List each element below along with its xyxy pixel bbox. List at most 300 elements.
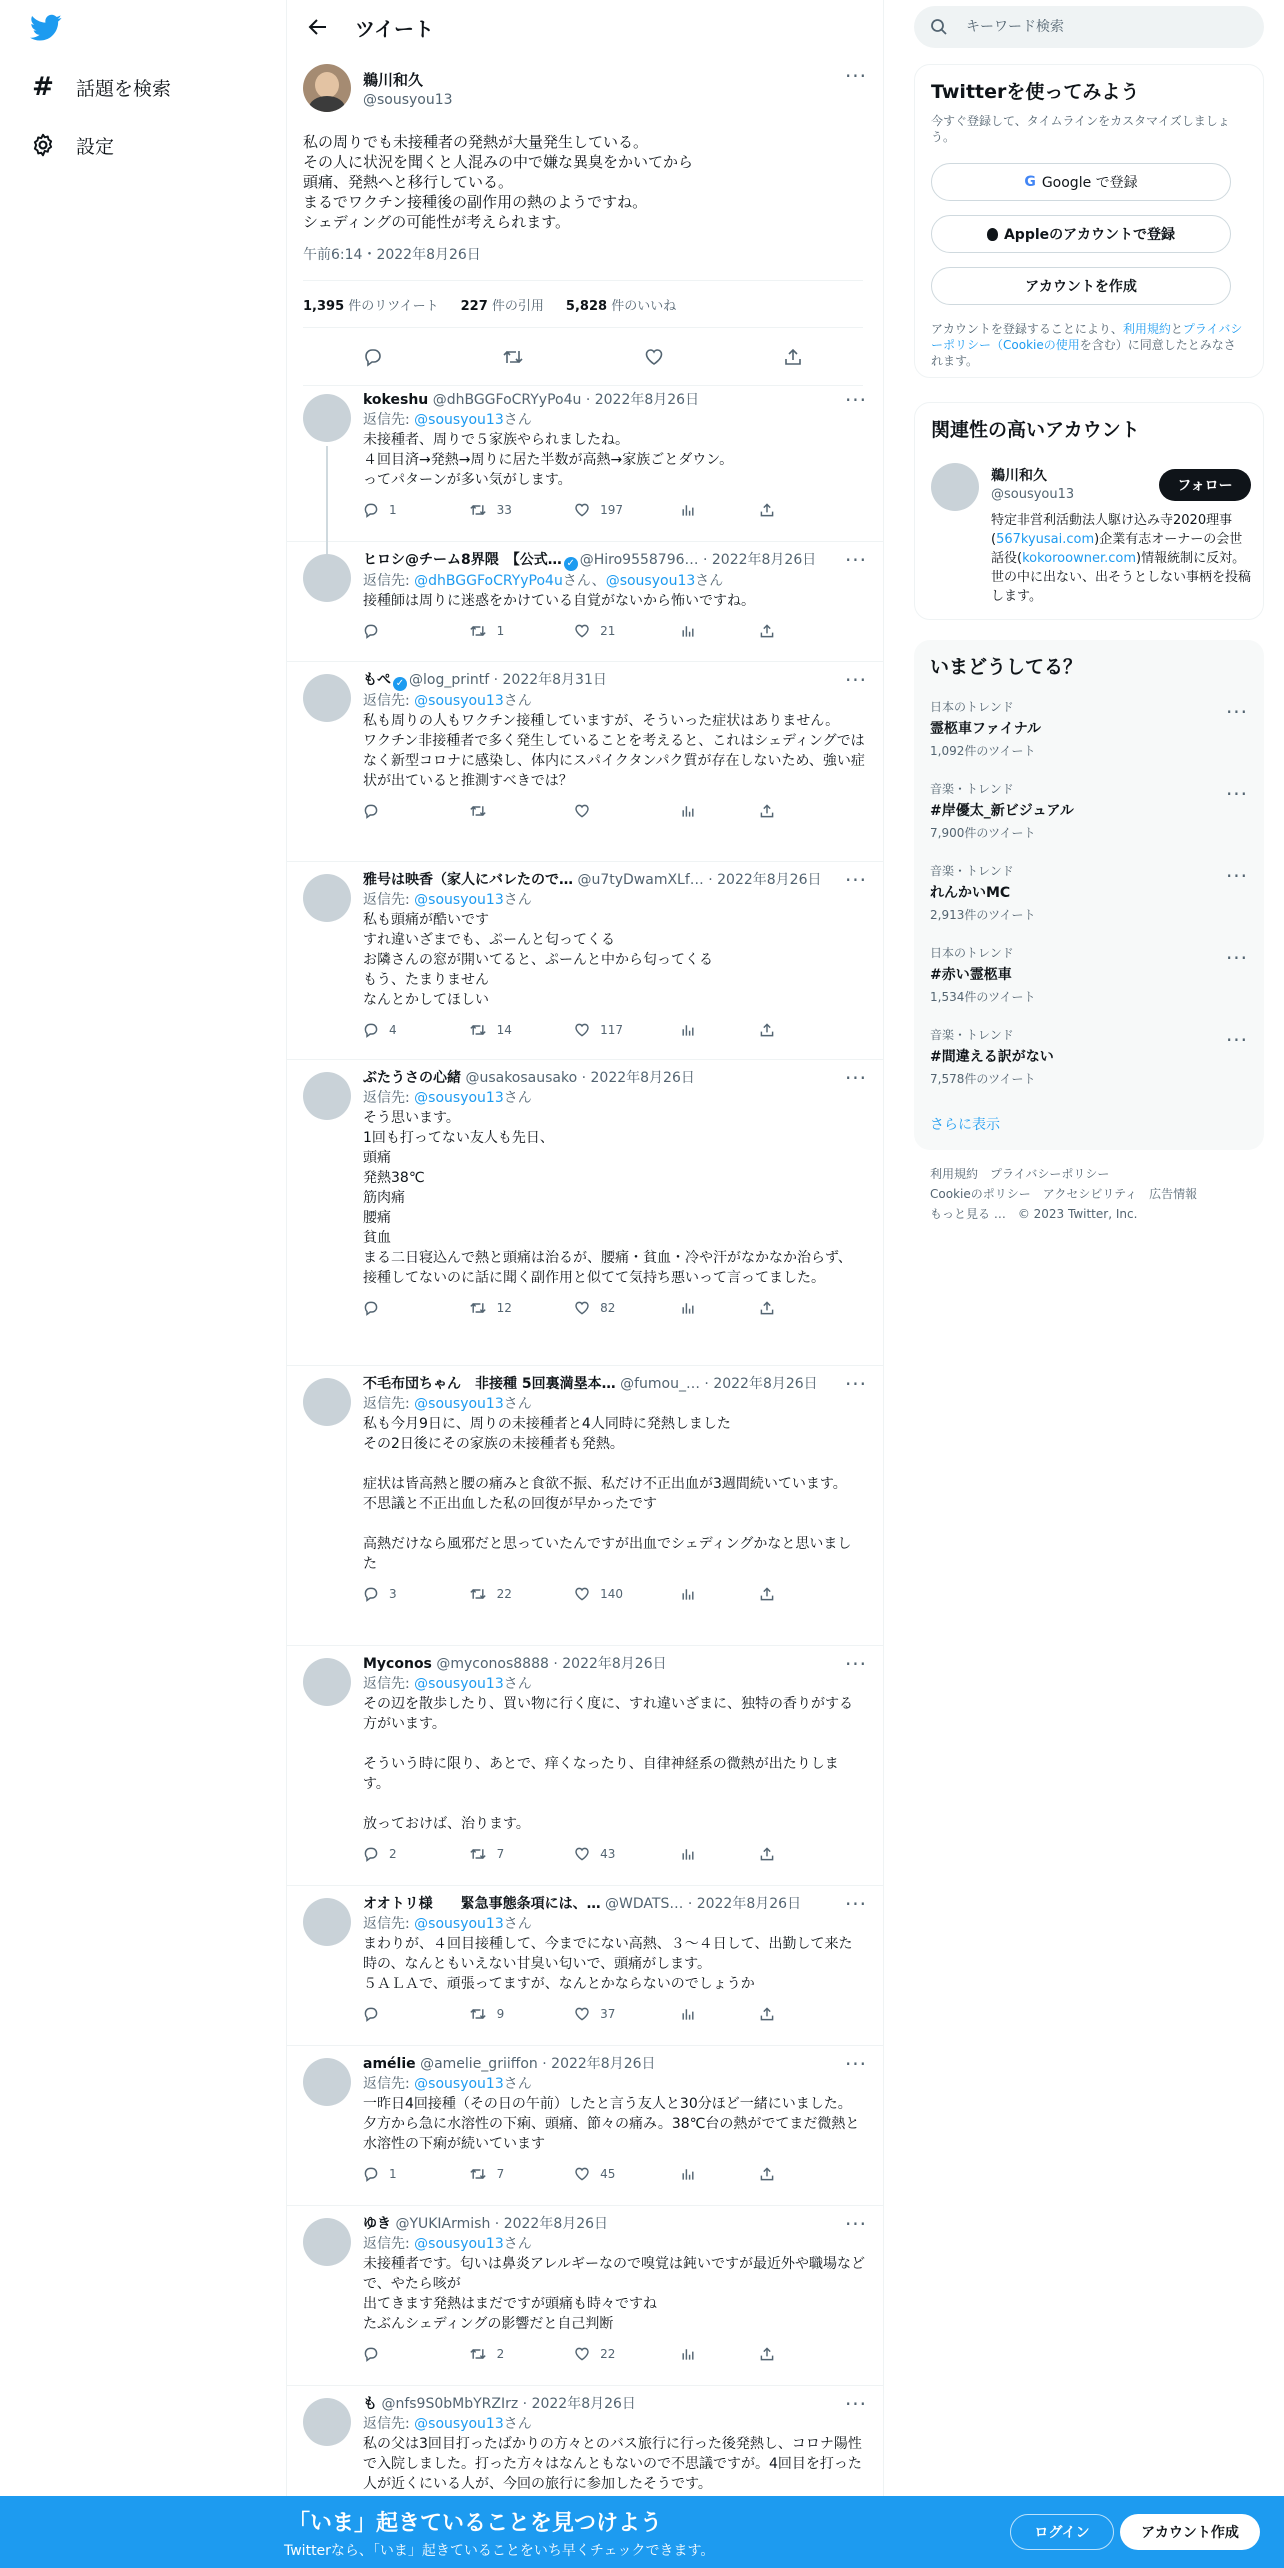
left-nav xyxy=(0,0,286,2568)
author-name: 鵜川和久 xyxy=(363,70,424,89)
mention-link[interactable]: @sousyou13 xyxy=(414,1676,504,1692)
google-signup-button[interactable]: G Google で登録 xyxy=(931,163,1231,201)
views-icon xyxy=(680,1846,696,1862)
views-button[interactable] xyxy=(680,623,760,639)
like-icon xyxy=(574,2166,590,2182)
reply-header xyxy=(363,2214,865,2234)
related-account[interactable] xyxy=(991,465,1074,502)
trend-count: 1,534件のツイート xyxy=(930,990,1036,1004)
reply-button[interactable] xyxy=(363,2346,469,2362)
nav-settings[interactable] xyxy=(28,125,114,165)
trend-count: 7,900件のツイート xyxy=(930,826,1036,840)
google-icon: G xyxy=(1024,174,1036,190)
nav-settings-label: 設定 xyxy=(76,135,115,158)
reply-tweet[interactable] xyxy=(287,1646,883,1886)
reply-author-name[interactable]: オオトリ様 緊急事態条項には、… xyxy=(363,1896,601,1912)
reply-button[interactable] xyxy=(363,1022,469,1038)
views-icon xyxy=(680,2166,696,2182)
retweet-icon xyxy=(469,1300,487,1316)
reply-date[interactable]: · 2022年8月26日 xyxy=(702,552,817,568)
reply-author-name[interactable]: も xyxy=(363,2396,377,2412)
avatar[interactable] xyxy=(303,1898,351,1946)
reply-to: 返信先: @sousyou13さん xyxy=(363,2416,532,2432)
reply-icon xyxy=(363,1300,379,1316)
views-icon xyxy=(680,502,696,518)
reply-author-handle[interactable]: @WDATS… xyxy=(605,1896,684,1912)
avatar[interactable] xyxy=(303,674,351,722)
reply-author-name[interactable]: amélie xyxy=(363,2056,416,2072)
reply-button[interactable] xyxy=(363,2006,469,2022)
like-icon xyxy=(574,502,590,518)
like-button[interactable] xyxy=(574,623,680,639)
main-header xyxy=(287,0,883,54)
retweet-count: 33 xyxy=(496,503,512,517)
like-button[interactable] xyxy=(574,1300,680,1316)
reply-header xyxy=(363,2394,865,2414)
reply-icon xyxy=(363,1022,379,1038)
trend-name: #赤い霊柩車 xyxy=(930,967,1012,983)
trend-name: #岸優太_新ビジュアル xyxy=(930,803,1074,819)
reply-text: 私の父は3回目打ったばかりの方々とのバス旅行に行った後発熱し、コロナ陽性で入院しました。打った方々はなんともないので不思議ですが。4回目を打った人が近くにいる人が、今回の旅行に参加したそうです。 xyxy=(363,2436,862,2492)
trend-item[interactable] xyxy=(930,944,1250,1005)
more-icon[interactable]: ··· xyxy=(844,64,868,88)
more-icon[interactable]: ··· xyxy=(844,548,868,572)
share-button[interactable] xyxy=(759,1300,865,1316)
reply-button[interactable] xyxy=(363,803,469,819)
avatar[interactable] xyxy=(303,874,351,922)
reply-tweet[interactable] xyxy=(287,862,883,1060)
reply-body xyxy=(363,1654,865,1864)
reply-body xyxy=(363,550,865,641)
trend-category: 日本のトレンド xyxy=(930,946,1014,960)
views-icon xyxy=(680,2006,696,2022)
reply-icon xyxy=(363,2006,379,2022)
trend-category: 音楽・トレンド xyxy=(930,1028,1014,1042)
reply-body xyxy=(363,1068,865,1318)
search-box[interactable] xyxy=(914,6,1264,48)
views-button[interactable] xyxy=(680,2346,760,2362)
signup-banner xyxy=(0,2496,1284,2568)
mention-link[interactable]: @sousyou13 xyxy=(414,1396,504,1412)
reply-date[interactable]: · 2022年8月26日 xyxy=(522,2396,636,2412)
views-button[interactable] xyxy=(680,1846,760,1862)
footer-line[interactable]: もっと見る … © 2023 Twitter, Inc. xyxy=(930,1207,1138,1221)
retweet-button[interactable] xyxy=(469,502,575,518)
more-icon[interactable]: ··· xyxy=(844,2052,868,2076)
reply-body xyxy=(363,670,865,821)
retweet-count: 12 xyxy=(496,1301,512,1315)
trend-name: れんかいMC xyxy=(930,885,1011,901)
reply-author-handle[interactable]: @amelie_griiffon xyxy=(420,2056,538,2072)
share-button[interactable] xyxy=(759,2006,865,2022)
share-button[interactable] xyxy=(759,1022,865,1038)
views-icon xyxy=(680,1300,696,1316)
retweet-icon xyxy=(469,623,487,639)
related-name: 鵜川和久 xyxy=(991,468,1047,484)
likes-stat[interactable]: 5,828 件のいいね xyxy=(565,298,677,314)
banner-subtext: Twitterなら、「いま」起きていることをいち早くチェックできます。 xyxy=(284,2543,715,2559)
reply-author-handle[interactable]: @log_printf xyxy=(409,672,490,688)
retweet-count: 7 xyxy=(496,1847,505,1861)
like-button[interactable] xyxy=(574,803,680,819)
more-icon[interactable]: ··· xyxy=(844,2212,868,2236)
like-button[interactable] xyxy=(574,1022,680,1038)
mention-link[interactable]: @sousyou13 xyxy=(414,2076,504,2092)
reply-date[interactable]: · 2022年8月26日 xyxy=(542,2056,656,2072)
reply-to: 返信先: @sousyou13さん xyxy=(363,1396,532,1412)
share-icon xyxy=(759,1300,775,1316)
views-button[interactable] xyxy=(680,1586,760,1602)
views-icon xyxy=(680,803,696,819)
like-button[interactable] xyxy=(574,1846,680,1862)
like-count: 37 xyxy=(600,2007,616,2021)
reply-text: 未接種者、周りで５家族やられましたね。 ４回目済→発熱→周りに居た半数が高熱→家族ごとダウン。 ってパターンが多い気がします。 xyxy=(363,432,734,488)
views-icon xyxy=(680,1022,696,1038)
reply-text: 接種師は周りに迷惑をかけている自覚がないから怖いですね。 xyxy=(363,593,755,609)
reply-author-handle[interactable]: @Hiro9558796… xyxy=(579,552,699,568)
avatar[interactable] xyxy=(303,394,351,442)
twitter-logo-icon[interactable] xyxy=(30,14,62,42)
share-icon xyxy=(759,1846,775,1862)
reply-header xyxy=(363,2054,865,2074)
more-icon[interactable]: ··· xyxy=(1225,864,1249,888)
views-icon xyxy=(680,623,696,639)
reply-author-handle[interactable]: @fumou_… xyxy=(620,1376,700,1392)
like-count: 140 xyxy=(600,1587,624,1601)
reply-text: 私も頭痛が酷いです すれ違いざまでも、ぷーんと匂ってくる お隣さんの窓が開いてると、ぷーんと中から匂ってくる もう、たまりません なんとかしてほしい xyxy=(363,912,713,1008)
reply-author-name[interactable]: ヒロシ@チーム8界隈 【公式… xyxy=(363,552,562,568)
retweet-count: 22 xyxy=(496,1587,512,1601)
views-button[interactable] xyxy=(680,2006,760,2022)
reply-author-handle[interactable]: @usakosausako xyxy=(465,1070,578,1086)
share-button[interactable] xyxy=(759,1846,865,1862)
like-button[interactable] xyxy=(574,2166,680,2182)
banner-headline: 「いま」起きていることを見つけよう xyxy=(288,2511,663,2536)
mention-link[interactable]: @sousyou13 xyxy=(605,573,696,589)
like-button[interactable] xyxy=(574,1586,680,1602)
apple-icon xyxy=(987,228,998,241)
views-button[interactable] xyxy=(680,803,760,819)
reply-icon xyxy=(363,623,379,639)
reply-icon xyxy=(363,2166,379,2182)
mention-link[interactable]: @sousyou13 xyxy=(414,412,504,428)
focus-tweet-author[interactable] xyxy=(303,64,453,112)
more-icon[interactable]: ··· xyxy=(844,868,868,892)
retweet-count: 7 xyxy=(496,2167,505,2181)
retweet-button[interactable] xyxy=(469,803,575,819)
back-arrow-icon[interactable] xyxy=(301,10,335,44)
reply-actions xyxy=(363,2004,865,2024)
more-icon[interactable]: ··· xyxy=(844,668,868,692)
trend-name: 霊柩車ファイナル xyxy=(930,721,1042,737)
retweet-icon xyxy=(469,1586,487,1602)
views-icon xyxy=(680,1586,696,1602)
like-button[interactable] xyxy=(574,2006,680,2022)
views-button[interactable] xyxy=(680,1022,760,1038)
reply-author-handle[interactable]: @u7tyDwamXLf… xyxy=(577,872,704,888)
more-icon[interactable]: ··· xyxy=(1225,782,1249,806)
share-button[interactable] xyxy=(759,502,865,518)
mention-link[interactable]: @sousyou13 xyxy=(414,2416,504,2432)
reply-to: 返信先: @sousyou13さん xyxy=(363,412,532,428)
reply-header xyxy=(363,670,865,691)
reply-button[interactable] xyxy=(363,1586,469,1602)
reply-button[interactable] xyxy=(363,2166,469,2182)
terms-link[interactable]: 利用規約 xyxy=(1122,322,1171,336)
retweet-button[interactable] xyxy=(469,1300,575,1316)
share-button[interactable] xyxy=(759,1586,865,1602)
share-icon xyxy=(759,1022,775,1038)
reply-author-name[interactable]: Myconos xyxy=(363,1656,432,1672)
reply-header xyxy=(363,1068,865,1088)
share-button[interactable] xyxy=(759,803,865,819)
retweet-button[interactable] xyxy=(469,2346,575,2362)
share-icon[interactable] xyxy=(783,347,803,367)
retweet-button[interactable] xyxy=(469,2166,575,2182)
like-icon[interactable] xyxy=(644,347,664,367)
reply-author-name[interactable]: 不毛布団ちゃん 非接種 5回裏満塁本… xyxy=(363,1376,616,1392)
reply-header xyxy=(363,1894,865,1914)
reply-author-handle[interactable]: @dhBGGFoCRYyPo4u xyxy=(432,392,582,408)
more-icon[interactable]: ··· xyxy=(844,388,868,412)
retweet-button[interactable] xyxy=(469,1022,575,1038)
reply-author-name[interactable]: もぺ xyxy=(363,672,391,688)
reply-author-name[interactable]: ゆき xyxy=(363,2216,391,2232)
create-account-button[interactable]: アカウントを作成 xyxy=(931,267,1231,305)
avatar[interactable] xyxy=(303,64,351,112)
share-button[interactable] xyxy=(759,2346,865,2362)
search-input[interactable] xyxy=(966,19,1236,35)
trend-count: 1,092件のツイート xyxy=(930,744,1036,758)
bio-link[interactable]: 567kyusai.com xyxy=(996,532,1095,547)
reply-icon xyxy=(363,803,379,819)
reply-icon xyxy=(363,2346,379,2362)
like-count: 45 xyxy=(600,2167,616,2181)
avatar[interactable] xyxy=(931,463,979,511)
views-button[interactable] xyxy=(680,502,760,518)
like-count: 82 xyxy=(600,1301,616,1315)
nav-explore-label: 話題を検索 xyxy=(76,77,172,100)
trend-item[interactable] xyxy=(930,780,1250,841)
like-icon xyxy=(574,2346,590,2362)
retweets-stat[interactable]: 1,395 件のリツイート xyxy=(303,298,439,314)
more-icon[interactable]: ··· xyxy=(1225,1028,1249,1052)
hashtag-icon: # xyxy=(32,72,54,102)
share-icon xyxy=(759,2006,775,2022)
mention-link[interactable]: @sousyou13 xyxy=(414,1916,504,1932)
author-handle: @sousyou13 xyxy=(363,91,453,108)
reply-author-name[interactable]: 雅号は映香（家人にバレたので… xyxy=(363,872,573,888)
like-button[interactable] xyxy=(574,502,680,518)
tweet-text: 私の周りでも未接種者の発熱が大量発生している。 その人に状況を聞くと人混みの中で嫌な異臭をかいてから 頭痛、発熱へと移行している。 まるでワクチン接種後の副作用の熱のようですね。 シェディングの可能性が考えられます。 xyxy=(303,133,694,231)
verified-icon: ✓ xyxy=(564,557,578,571)
avatar[interactable] xyxy=(303,1378,351,1426)
more-icon[interactable]: ··· xyxy=(1225,700,1249,724)
more-icon[interactable]: ··· xyxy=(844,1372,868,1396)
mention-link[interactable]: @sousyou13 xyxy=(414,1090,504,1106)
retweet-icon[interactable] xyxy=(502,347,524,367)
reply-tweet[interactable] xyxy=(287,382,883,542)
apple-signup-button[interactable]: Appleのアカウントで登録 xyxy=(931,215,1231,253)
reply-body xyxy=(363,870,865,1040)
trend-category: 音楽・トレンド xyxy=(930,782,1014,796)
reply-actions xyxy=(363,1584,865,1604)
retweet-icon xyxy=(469,2006,487,2022)
reply-actions xyxy=(363,801,865,821)
reply-tweet[interactable] xyxy=(287,662,883,862)
retweet-button[interactable] xyxy=(469,1586,575,1602)
reply-tweet[interactable] xyxy=(287,2206,883,2386)
reply-tweet[interactable] xyxy=(287,542,883,662)
reply-tweet[interactable] xyxy=(287,2046,883,2206)
reply-actions xyxy=(363,1020,865,1040)
avatar[interactable] xyxy=(303,1072,351,1120)
reply-author-handle[interactable]: @nfs9S0bMbYRZIrz xyxy=(381,2396,519,2412)
reply-date[interactable]: · 2022年8月26日 xyxy=(581,1070,695,1086)
bio-link[interactable]: kokoroowner.com xyxy=(1022,551,1136,566)
retweet-icon xyxy=(469,803,487,819)
trend-item[interactable] xyxy=(930,1026,1250,1087)
reply-date[interactable]: · 2022年8月26日 xyxy=(553,1656,667,1672)
reply-text: そう思います。 1回も打ってない友人も先日、 頭痛 発熱38℃ 筋肉痛 腰痛 貧血 まる二日寝込んで熱と頭痛は治るが、腰痛・貧血・冷や汗がなかなか治らず、接種してないのに話に聞く副作用と似てて気持ち悪いって言ってました。 xyxy=(363,1110,852,1286)
reply-to: 返信先: @sousyou13さん xyxy=(363,2076,532,2092)
retweet-icon xyxy=(469,502,487,518)
show-more-link[interactable]: さらに表示 xyxy=(930,1117,1000,1133)
reply-count: 3 xyxy=(389,1587,397,1601)
login-button[interactable]: ログイン xyxy=(1010,2514,1114,2550)
avatar[interactable] xyxy=(303,2058,351,2106)
reply-tweet[interactable] xyxy=(287,1886,883,2046)
like-count: 117 xyxy=(600,1023,624,1037)
avatar[interactable] xyxy=(303,2398,351,2446)
views-button[interactable] xyxy=(680,2166,760,2182)
like-icon xyxy=(574,623,590,639)
reply-author-name[interactable]: ぶたうさの心緒 xyxy=(363,1070,461,1086)
like-button[interactable] xyxy=(574,2346,680,2362)
nav-explore[interactable] xyxy=(28,67,171,107)
avatar[interactable] xyxy=(303,1658,351,1706)
mention-link[interactable]: @sousyou13 xyxy=(414,892,504,908)
like-count: 21 xyxy=(600,624,616,638)
quotes-stat[interactable]: 227 件の引用 xyxy=(460,298,544,314)
avatar[interactable] xyxy=(303,2218,351,2266)
share-button[interactable] xyxy=(759,623,865,639)
reply-date[interactable]: · 2022年8月26日 xyxy=(704,1376,818,1392)
retweet-icon xyxy=(469,1022,487,1038)
reply-author-handle[interactable]: @YUKIArmish xyxy=(395,2216,491,2232)
gear-icon xyxy=(28,130,58,160)
reply-button[interactable] xyxy=(363,502,469,518)
reply-count: 1 xyxy=(389,2167,397,2181)
footer-line[interactable]: Cookieのポリシー アクセシビリティ 広告情報 xyxy=(930,1187,1198,1201)
more-icon[interactable]: ··· xyxy=(844,1652,868,1676)
footer-line[interactable]: 利用規約 プライバシーポリシー xyxy=(930,1167,1110,1181)
related-handle: @sousyou13 xyxy=(991,487,1075,502)
reply-actions xyxy=(363,1844,865,1864)
reply-date[interactable]: · 2022年8月26日 xyxy=(494,2216,609,2232)
trend-item[interactable] xyxy=(930,698,1250,759)
like-icon xyxy=(574,1846,590,1862)
retweet-count: 1 xyxy=(496,624,505,638)
reply-body xyxy=(363,2214,865,2364)
trend-count: 2,913件のツイート xyxy=(930,908,1036,922)
mention-link[interactable]: @sousyou13 xyxy=(414,693,504,709)
share-icon xyxy=(759,1586,775,1602)
like-icon xyxy=(574,1300,590,1316)
trend-item[interactable] xyxy=(930,862,1250,923)
reply-date[interactable]: · 2022年8月26日 xyxy=(687,1896,802,1912)
reply-actions xyxy=(363,621,865,641)
tweet-actions xyxy=(303,328,863,386)
follow-button[interactable]: フォロー xyxy=(1159,469,1251,501)
like-icon xyxy=(574,1586,590,1602)
signup-button[interactable]: アカウント作成 xyxy=(1120,2514,1260,2550)
reply-button[interactable] xyxy=(363,1846,469,1862)
reply-icon xyxy=(363,1586,379,1602)
reply-text: 私も今月9日に、周りの未接種者と4人同時に発熱しました その2日後にその家族の未接種者も発熱。 症状は皆高熱と腰の痛みと食欲不振、私だけ不正出血が3週間続いています。 不思議と不正出血した私の回復が早かったです 高熱だけなら風邪だと思っていたんですが出血でシェディングかなと思いました xyxy=(363,1416,852,1572)
like-icon xyxy=(574,803,590,819)
retweet-button[interactable] xyxy=(469,2006,575,2022)
reply-to: 返信先: @sousyou13さん xyxy=(363,693,532,709)
retweet-button[interactable] xyxy=(469,623,575,639)
related-accounts-card xyxy=(914,402,1264,620)
reply-header xyxy=(363,550,865,571)
like-count: 43 xyxy=(600,1847,616,1861)
reply-author-name[interactable]: kokeshu xyxy=(363,392,429,408)
trend-name: #間違える訳がない xyxy=(930,1049,1054,1065)
more-icon[interactable]: ··· xyxy=(844,1066,868,1090)
more-icon[interactable]: ··· xyxy=(1225,946,1249,970)
reply-date[interactable]: · 2022年8月31日 xyxy=(493,672,607,688)
reply-tweet[interactable] xyxy=(287,1366,883,1646)
reply-count: 4 xyxy=(389,1023,397,1037)
mention-link[interactable]: @sousyou13 xyxy=(414,2236,504,2252)
reply-to: 返信先: @sousyou13さん xyxy=(363,892,532,908)
share-icon xyxy=(759,2166,775,2182)
reply-date[interactable]: · 2022年8月26日 xyxy=(585,392,700,408)
like-count: 22 xyxy=(600,2347,616,2361)
share-icon xyxy=(759,2346,775,2362)
verified-icon: ✓ xyxy=(393,677,407,691)
reply-author-handle[interactable]: @myconos8888 xyxy=(436,1656,549,1672)
related-title: 関連性の高いアカウント xyxy=(931,419,1140,441)
reply-button[interactable] xyxy=(363,1300,469,1316)
share-button[interactable] xyxy=(759,2166,865,2182)
tweet-datetime[interactable]: 午前6:14・2022年8月26日 xyxy=(303,247,481,263)
reply-tweet[interactable] xyxy=(287,1060,883,1366)
reply-to: 返信先: @dhBGGFoCRYyPo4uさん、@sousyou13さん xyxy=(363,573,724,589)
privacy-link[interactable]: プライバシーポリシー（Cookieの使用 xyxy=(931,322,1243,352)
more-icon[interactable]: ··· xyxy=(844,1892,868,1916)
reply-date[interactable]: · 2022年8月26日 xyxy=(708,872,822,888)
mention-link[interactable]: @dhBGGFoCRYyPo4u xyxy=(414,573,563,589)
more-icon[interactable]: ··· xyxy=(844,2392,868,2416)
reply-body xyxy=(363,1374,865,1604)
views-icon xyxy=(680,2346,696,2362)
reply-icon[interactable] xyxy=(363,347,383,367)
reply-actions xyxy=(363,1298,865,1318)
views-button[interactable] xyxy=(680,1300,760,1316)
trend-category: 音楽・トレンド xyxy=(930,864,1014,878)
trends-card xyxy=(914,640,1264,1150)
avatar[interactable] xyxy=(303,554,351,602)
reply-button[interactable] xyxy=(363,623,469,639)
retweet-button[interactable] xyxy=(469,1846,575,1862)
reply-icon xyxy=(363,502,379,518)
share-icon xyxy=(759,803,775,819)
reply-header xyxy=(363,1374,865,1394)
retweet-count: 9 xyxy=(496,2007,505,2021)
